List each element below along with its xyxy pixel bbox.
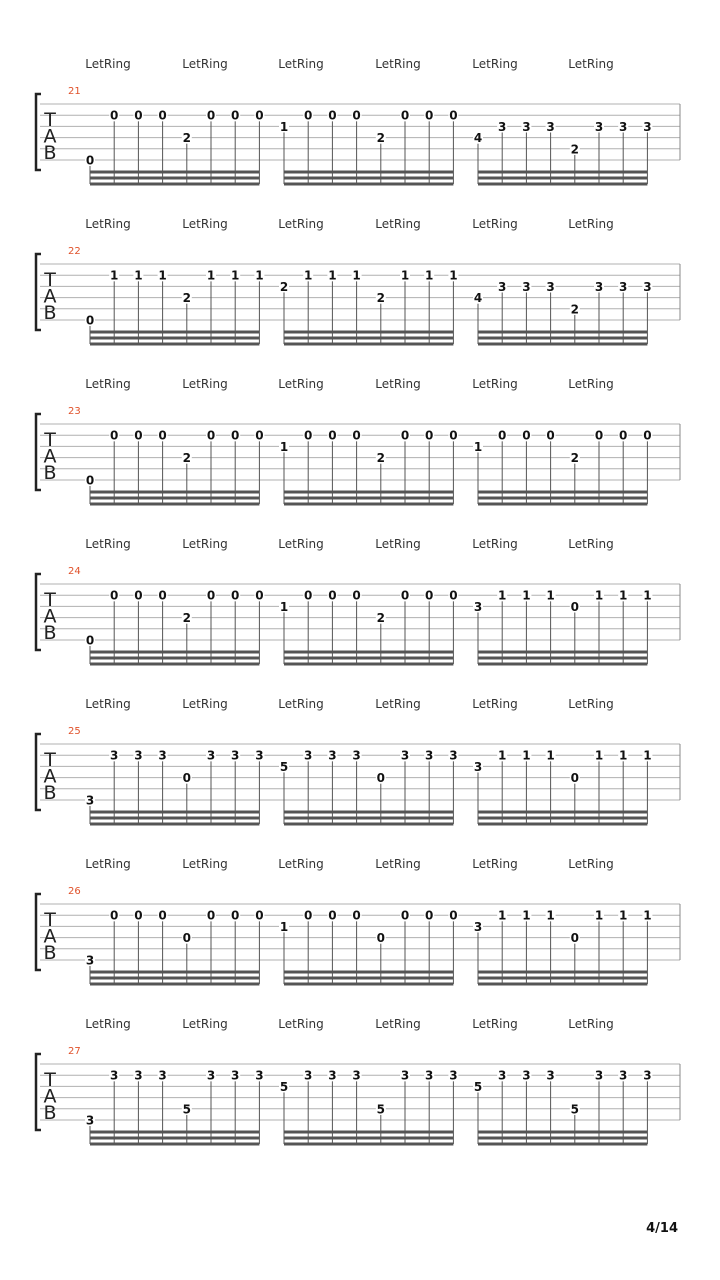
fret-number: 3	[594, 119, 604, 134]
fret-number: 3	[498, 119, 507, 134]
fret-number: 3	[158, 1068, 167, 1083]
fret-number: 2	[376, 611, 385, 626]
let-ring-label: LetRing	[85, 377, 131, 391]
fret-number: 2	[570, 451, 579, 466]
fret-number: 1	[400, 268, 410, 283]
fret-number: 3	[643, 1068, 652, 1083]
fret-number: 2	[376, 131, 385, 146]
let-ring-label: LetRing	[375, 857, 421, 871]
fret-number: 3	[619, 1068, 628, 1083]
fret-number: 4	[473, 131, 483, 146]
fret-number: 1	[498, 908, 507, 923]
let-ring-label: LetRing	[472, 57, 518, 71]
fret-number: 0	[328, 908, 337, 923]
fret-number: 3	[328, 1068, 337, 1083]
staff-bracket	[36, 574, 41, 650]
let-ring-label: LetRing	[568, 57, 614, 71]
fret-number: 1	[643, 908, 652, 923]
fret-number: 1	[134, 268, 143, 283]
let-ring-label: LetRing	[182, 537, 228, 551]
fret-number: 3	[425, 748, 434, 763]
let-ring-label: LetRing	[375, 1017, 421, 1031]
fret-number: 0	[134, 908, 143, 923]
tab-clef-letter: B	[43, 782, 57, 804]
fret-number: 1	[498, 748, 507, 763]
fret-number: 0	[498, 428, 507, 443]
fret-number: 5	[182, 1102, 191, 1117]
fret-number: 0	[425, 908, 434, 923]
fret-number: 3	[498, 279, 507, 294]
let-ring-label: LetRing	[472, 857, 518, 871]
fret-number: 0	[352, 108, 361, 123]
fret-number: 0	[134, 428, 143, 443]
fret-number: 3	[206, 748, 216, 763]
tab-clef-letter: B	[43, 1102, 57, 1124]
let-ring-label: LetRing	[568, 377, 614, 391]
fret-number: 0	[206, 588, 216, 603]
fret-number: 0	[206, 108, 216, 123]
fret-number: 0	[449, 908, 458, 923]
let-ring-label: LetRing	[182, 217, 228, 231]
page-number: 4/14	[646, 1221, 678, 1236]
fret-number: 3	[400, 1068, 410, 1083]
fret-number: 3	[594, 279, 604, 294]
fret-number: 0	[328, 428, 337, 443]
let-ring-label: LetRing	[472, 217, 518, 231]
fret-number: 1	[594, 748, 604, 763]
let-ring-label: LetRing	[568, 857, 614, 871]
staff-bracket	[36, 734, 41, 810]
fret-number: 0	[158, 428, 167, 443]
fret-number: 0	[449, 108, 458, 123]
fret-number: 3	[231, 1068, 240, 1083]
fret-number: 0	[328, 588, 337, 603]
fret-number: 0	[425, 428, 434, 443]
fret-number: 2	[182, 451, 191, 466]
let-ring-label: LetRing	[375, 217, 421, 231]
fret-number: 0	[255, 108, 264, 123]
tab-clef-letter: B	[43, 942, 57, 964]
tab-clef-letter: A	[43, 1085, 57, 1108]
fret-number: 0	[643, 428, 652, 443]
fret-number: 1	[594, 908, 604, 923]
fret-number: 3	[85, 1113, 95, 1128]
fret-number: 0	[304, 428, 313, 443]
fret-number: 5	[279, 759, 289, 774]
fret-number: 0	[449, 588, 458, 603]
fret-number: 3	[594, 1068, 604, 1083]
fret-number: 0	[425, 588, 434, 603]
fret-number: 1	[619, 748, 628, 763]
fret-number: 0	[304, 588, 313, 603]
let-ring-label: LetRing	[85, 217, 131, 231]
tab-clef-letter: B	[43, 142, 57, 164]
fret-number: 0	[570, 931, 579, 946]
fret-number: 3	[255, 748, 264, 763]
let-ring-label: LetRing	[182, 377, 228, 391]
fret-number: 5	[376, 1102, 385, 1117]
let-ring-label: LetRing	[85, 57, 131, 71]
fret-number: 2	[182, 291, 191, 306]
fret-number: 0	[304, 908, 313, 923]
measure-number: 26	[68, 886, 81, 897]
fret-number: 0	[546, 428, 555, 443]
fret-number: 0	[352, 588, 361, 603]
fret-number: 3	[643, 119, 652, 134]
fret-number: 2	[570, 302, 579, 317]
let-ring-label: LetRing	[375, 377, 421, 391]
fret-number: 1	[522, 588, 531, 603]
fret-number: 2	[376, 451, 385, 466]
let-ring-label: LetRing	[568, 1017, 614, 1031]
fret-number: 0	[85, 153, 95, 168]
fret-number: 3	[206, 1068, 216, 1083]
fret-number: 3	[449, 1068, 458, 1083]
fret-number: 5	[279, 1079, 289, 1094]
fret-number: 0	[85, 313, 95, 328]
staff-bracket	[36, 414, 41, 490]
fret-number: 2	[182, 131, 191, 146]
fret-number: 0	[449, 428, 458, 443]
fret-number: 2	[570, 142, 579, 157]
let-ring-label: LetRing	[472, 697, 518, 711]
fret-number: 3	[158, 748, 167, 763]
fret-number: 0	[594, 428, 604, 443]
tab-clef-letter: A	[43, 765, 57, 788]
fret-number: 1	[328, 268, 337, 283]
measure-number: 24	[68, 566, 81, 577]
measure-number: 23	[68, 406, 81, 417]
let-ring-label: LetRing	[375, 57, 421, 71]
staff-bracket	[36, 254, 41, 330]
let-ring-label: LetRing	[472, 537, 518, 551]
fret-number: 0	[570, 599, 579, 614]
fret-number: 3	[546, 119, 555, 134]
fret-number: 3	[473, 919, 483, 934]
fret-number: 1	[522, 748, 531, 763]
staff-bracket	[36, 1054, 41, 1130]
fret-number: 0	[231, 428, 240, 443]
fret-number: 3	[85, 793, 95, 808]
let-ring-label: LetRing	[85, 1017, 131, 1031]
tab-clef-letter: T	[44, 429, 56, 451]
let-ring-label: LetRing	[278, 697, 324, 711]
fret-number: 1	[619, 588, 628, 603]
let-ring-label: LetRing	[568, 697, 614, 711]
fret-number: 0	[400, 908, 410, 923]
fret-number: 0	[400, 428, 410, 443]
tab-clef-letter: A	[43, 125, 57, 148]
fret-number: 0	[255, 428, 264, 443]
fret-number: 1	[594, 588, 604, 603]
fret-number: 1	[546, 588, 555, 603]
fret-number: 1	[473, 439, 483, 454]
fret-number: 3	[619, 119, 628, 134]
tab-clef-letter: B	[43, 462, 57, 484]
fret-number: 0	[182, 931, 191, 946]
fret-number: 0	[352, 908, 361, 923]
fret-number: 0	[255, 908, 264, 923]
fret-number: 3	[304, 748, 313, 763]
fret-number: 3	[546, 279, 555, 294]
fret-number: 0	[231, 108, 240, 123]
fret-number: 1	[546, 908, 555, 923]
let-ring-label: LetRing	[568, 537, 614, 551]
tab-clef-letter: A	[43, 925, 57, 948]
fret-number: 3	[522, 119, 531, 134]
let-ring-label: LetRing	[278, 857, 324, 871]
fret-number: 1	[546, 748, 555, 763]
let-ring-label: LetRing	[182, 1017, 228, 1031]
fret-number: 3	[110, 748, 119, 763]
fret-number: 0	[231, 908, 240, 923]
fret-number: 0	[110, 428, 119, 443]
fret-number: 0	[134, 108, 143, 123]
fret-number: 3	[352, 1068, 361, 1083]
tab-clef-letter: T	[44, 749, 56, 771]
fret-number: 0	[522, 428, 531, 443]
tab-clef-letter: A	[43, 605, 57, 628]
let-ring-label: LetRing	[278, 377, 324, 391]
tab-clef-letter: T	[44, 909, 56, 931]
fret-number: 3	[473, 599, 483, 614]
tab-clef-letter: T	[44, 589, 56, 611]
fret-number: 3	[231, 748, 240, 763]
fret-number: 1	[279, 599, 289, 614]
fret-number: 0	[158, 588, 167, 603]
tab-clef-letter: A	[43, 285, 57, 308]
measure-number: 21	[68, 86, 81, 97]
fret-number: 3	[134, 1068, 143, 1083]
fret-number: 3	[619, 279, 628, 294]
fret-number: 0	[255, 588, 264, 603]
fret-number: 3	[473, 759, 483, 774]
fret-number: 0	[619, 428, 628, 443]
fret-number: 0	[328, 108, 337, 123]
fret-number: 5	[473, 1079, 483, 1094]
fret-number: 3	[134, 748, 143, 763]
fret-number: 1	[304, 268, 313, 283]
fret-number: 0	[376, 771, 385, 786]
let-ring-label: LetRing	[278, 57, 324, 71]
fret-number: 0	[400, 588, 410, 603]
fret-number: 0	[304, 108, 313, 123]
fret-number: 0	[85, 473, 95, 488]
let-ring-label: LetRing	[278, 217, 324, 231]
fret-number: 3	[304, 1068, 313, 1083]
fret-number: 3	[85, 953, 95, 968]
fret-number: 3	[522, 1068, 531, 1083]
tab-clef-letter: A	[43, 445, 57, 468]
fret-number: 3	[110, 1068, 119, 1083]
fret-number: 1	[619, 908, 628, 923]
fret-number: 3	[449, 748, 458, 763]
fret-number: 3	[498, 1068, 507, 1083]
fret-number: 0	[110, 588, 119, 603]
fret-number: 3	[546, 1068, 555, 1083]
staff-bracket	[36, 94, 41, 170]
fret-number: 0	[110, 108, 119, 123]
fret-number: 0	[425, 108, 434, 123]
fret-number: 3	[522, 279, 531, 294]
fret-number: 2	[376, 291, 385, 306]
fret-number: 1	[206, 268, 216, 283]
fret-number: 1	[231, 268, 240, 283]
fret-number: 1	[522, 908, 531, 923]
fret-number: 1	[110, 268, 119, 283]
fret-number: 0	[376, 931, 385, 946]
fret-number: 3	[352, 748, 361, 763]
fret-number: 2	[279, 279, 289, 294]
tab-clef-letter: B	[43, 302, 57, 324]
let-ring-label: LetRing	[182, 57, 228, 71]
measure-number: 27	[68, 1046, 81, 1057]
let-ring-label: LetRing	[568, 217, 614, 231]
let-ring-label: LetRing	[375, 697, 421, 711]
fret-number: 1	[352, 268, 361, 283]
fret-number: 0	[206, 908, 216, 923]
fret-number: 5	[570, 1102, 579, 1117]
fret-number: 3	[643, 279, 652, 294]
fret-number: 1	[158, 268, 167, 283]
fret-number: 1	[425, 268, 434, 283]
fret-number: 1	[643, 588, 652, 603]
let-ring-label: LetRing	[278, 1017, 324, 1031]
let-ring-label: LetRing	[182, 857, 228, 871]
fret-number: 0	[85, 633, 95, 648]
let-ring-label: LetRing	[472, 1017, 518, 1031]
fret-number: 2	[182, 611, 191, 626]
fret-number: 0	[182, 771, 191, 786]
fret-number: 3	[425, 1068, 434, 1083]
fret-number: 0	[400, 108, 410, 123]
fret-number: 0	[110, 908, 119, 923]
fret-number: 1	[498, 588, 507, 603]
let-ring-label: LetRing	[182, 697, 228, 711]
fret-number: 0	[158, 908, 167, 923]
fret-number: 0	[134, 588, 143, 603]
fret-number: 4	[473, 291, 483, 306]
let-ring-label: LetRing	[278, 537, 324, 551]
fret-number: 1	[643, 748, 652, 763]
fret-number: 3	[328, 748, 337, 763]
tab-clef-letter: B	[43, 622, 57, 644]
tab-clef-letter: T	[44, 1069, 56, 1091]
fret-number: 0	[352, 428, 361, 443]
let-ring-label: LetRing	[375, 537, 421, 551]
fret-number: 1	[279, 919, 289, 934]
fret-number: 1	[279, 119, 289, 134]
fret-number: 1	[279, 439, 289, 454]
staff-bracket	[36, 894, 41, 970]
fret-number: 3	[400, 748, 410, 763]
tab-clef-letter: T	[44, 269, 56, 291]
measure-number: 22	[68, 246, 81, 257]
fret-number: 0	[570, 771, 579, 786]
fret-number: 0	[231, 588, 240, 603]
fret-number: 0	[206, 428, 216, 443]
let-ring-label: LetRing	[85, 697, 131, 711]
fret-number: 3	[255, 1068, 264, 1083]
fret-number: 1	[449, 268, 458, 283]
let-ring-label: LetRing	[85, 537, 131, 551]
tab-clef-letter: T	[44, 109, 56, 131]
fret-number: 1	[255, 268, 264, 283]
let-ring-label: LetRing	[85, 857, 131, 871]
let-ring-label: LetRing	[472, 377, 518, 391]
fret-number: 0	[158, 108, 167, 123]
measure-number: 25	[68, 726, 81, 737]
